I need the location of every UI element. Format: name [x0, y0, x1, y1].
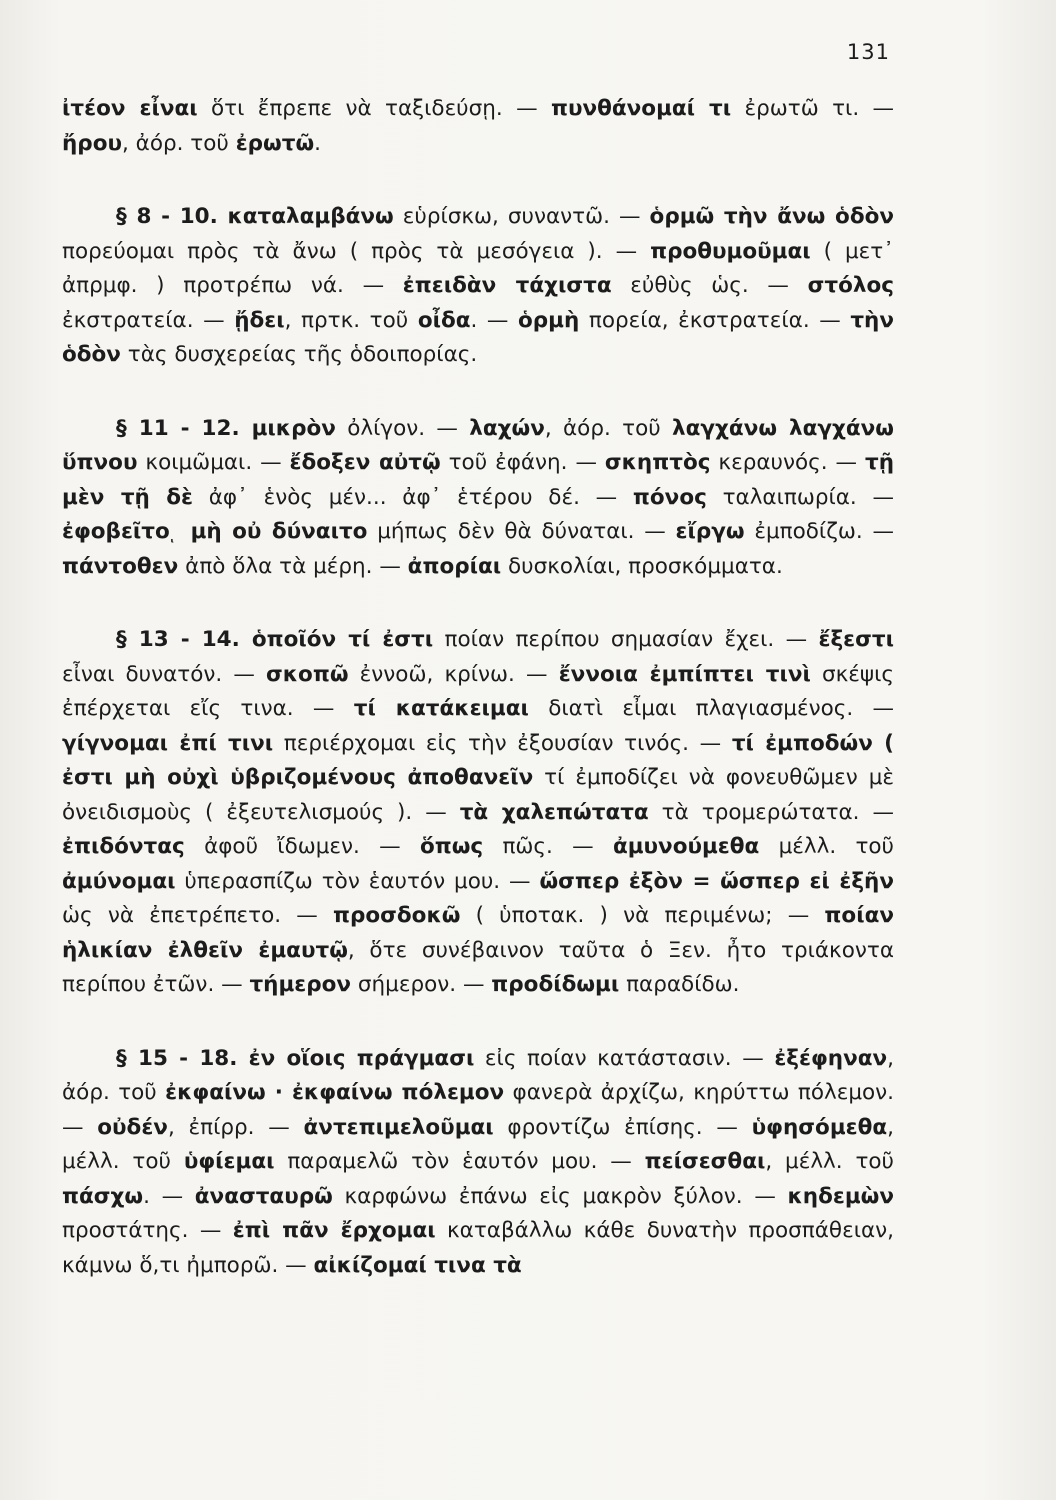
- headword: ὅπως: [419, 834, 484, 859]
- paragraph-section-11-12: [62, 412, 894, 585]
- gloss-text: , πρτκ. τοῦ: [284, 307, 418, 333]
- gloss-text: ἀφ᾿ ἑνὸς μέν... ἀφ᾿ ἑτέρου δέ. —: [192, 484, 633, 510]
- headword: στόλος: [807, 273, 894, 298]
- headword: τί ἐμποδών ( ἐστι μὴ οὐχὶ ὑβριζομένους ἀποθανεῖν: [62, 730, 894, 790]
- headword: § 15 - 18. ἐν οἵοις πράγμασι: [116, 1045, 475, 1071]
- gloss-text: ἀπὸ ὅλα τὰ μέρη. —: [178, 553, 408, 579]
- headword: οὐδέν: [97, 1114, 168, 1140]
- gloss-text: , μέλλ. τοῦ: [62, 1114, 894, 1174]
- headword: τὴν ὁδὸν: [62, 307, 894, 367]
- gloss-text: ὑπερασπίζω τὸν ἑαυτόν μου. —: [175, 868, 540, 894]
- headword: λαγχάνω λαγχάνω ὕπνου: [62, 415, 894, 475]
- headword: πάντοθεν: [62, 553, 179, 579]
- headword: εἴργω: [675, 519, 745, 544]
- headword: πόνος: [632, 484, 707, 510]
- gloss-text: .: [314, 130, 321, 156]
- gloss-text: σκέψις ἐπέρχεται εἴς τινα. —: [62, 661, 895, 721]
- headword: πάσχω: [62, 1183, 144, 1209]
- gloss-text: διατὶ εἶμαι πλαγιασμένος. —: [528, 696, 894, 721]
- gloss-text: καταβάλλω κάθε δυνατὴν προσπάθειαν, κάμνω ὅ,τι ἠμπορῶ. —: [62, 1218, 894, 1278]
- gloss-text: καρφώνω ἐπάνω εἰς μακρὸν ξύλον. —: [332, 1183, 788, 1209]
- gloss-text: μέλλ. τοῦ: [759, 834, 895, 859]
- headword: ἔδοξεν αὐτῷ: [289, 450, 441, 475]
- document-body: [62, 92, 894, 1283]
- gloss-text: ὡς νὰ ἐπετρέπετο. —: [62, 903, 333, 928]
- gloss-text: ὅτι ἔπρεπε νὰ ταξιδεύσῃ. —: [197, 96, 551, 121]
- headword: ἀπορίαι: [407, 553, 502, 579]
- gloss-text: δυσκολίαι, προσκόμματα.: [501, 553, 783, 579]
- headword: τήμερον: [249, 972, 352, 997]
- headword: ἀμύνομαι: [62, 868, 176, 894]
- paragraph-section-8-10: [62, 200, 894, 373]
- headword: ἐπειδὰν τάχιστα: [402, 273, 612, 298]
- headword: ἔννοια ἐμπίπτει τινὶ: [558, 661, 811, 687]
- gloss-text: . —: [470, 307, 519, 333]
- gloss-text: , ἀόρ. τοῦ: [122, 130, 236, 156]
- paragraph-continuation: [62, 92, 894, 161]
- headword: ὑφίεμαι: [183, 1149, 275, 1174]
- headword: ὥσπερ ἐξὸν = ὥσπερ εἰ ἐξῆν: [539, 868, 894, 894]
- headword: τῇ μὲν τῇ δὲ: [62, 450, 895, 510]
- page-number: 131: [846, 40, 890, 64]
- gloss-text: τὰς δυσχερείας τῆς ὁδοιπορίας.: [120, 342, 478, 367]
- headword: ἐξέφηναν: [774, 1045, 888, 1071]
- gloss-text: προστάτης. —: [62, 1218, 233, 1243]
- gloss-text: ἐννοῶ, κρίνω. —: [348, 661, 559, 687]
- gloss-text: ἀφοῦ ἴδωμεν. —: [184, 834, 420, 859]
- gloss-text: ἐκστρατεία. —: [62, 307, 235, 333]
- paragraph-gap: [62, 1003, 894, 1042]
- headword: προθυμοῦμαι: [650, 238, 811, 264]
- gloss-text: πορεία, ἐκστρατεία. —: [579, 307, 851, 333]
- headword: κηδεμὼν: [787, 1183, 894, 1209]
- gloss-text: εἶναι δυνατόν. —: [62, 661, 267, 687]
- headword: τί κατάκειμαι: [353, 696, 529, 721]
- gloss-text: , ὅτε συνέβαινον ταῦτα ὁ Ξεν. ἦτο τριάκοντα περίπου ἐτῶν. —: [62, 937, 894, 997]
- headword: ἐφοβεῖτο ͅ μὴ οὐ δύναιτο: [62, 519, 368, 544]
- gloss-text: σήμερον. —: [351, 972, 492, 997]
- paragraph-section-15-18: [62, 1042, 894, 1284]
- gloss-text: ὀλίγον. —: [335, 415, 470, 441]
- headword: σκηπτὸς: [604, 450, 711, 475]
- gloss-text: κεραυνός. —: [710, 450, 865, 475]
- headword: λαχών: [469, 415, 545, 441]
- headword: πυνθάνομαί τι: [550, 96, 732, 121]
- gloss-text: πῶς. —: [483, 834, 613, 859]
- headword: § 8 - 10. καταλαμβάνω: [116, 204, 394, 229]
- gloss-text: . —: [143, 1183, 195, 1209]
- gloss-text: τοῦ ἐφάνη. —: [440, 450, 605, 475]
- gloss-text: τί ἐμποδίζει νὰ φονευθῶμεν μὲ ὀνειδισμοὺς ( ἐξευτελισμούς ). —: [62, 765, 894, 825]
- gloss-text: τὰ τρομερώτατα. —: [648, 799, 894, 825]
- headword: ὑφησόμεθα: [751, 1114, 888, 1140]
- headword: ἐκφαίνω · ἐκφαίνω πόλεμον: [165, 1080, 505, 1105]
- headword: αἰκίζομαί τινα τὰ: [313, 1252, 522, 1278]
- headword: ἐπιδόντας: [62, 834, 185, 859]
- gloss-text: , μέλλ. τοῦ: [765, 1149, 894, 1174]
- gloss-text: φροντίζω ἐπίσης. —: [493, 1114, 752, 1140]
- gloss-text: , ἀόρ. τοῦ: [544, 415, 673, 441]
- headword: ἤρου: [62, 130, 122, 156]
- gloss-text: , ἀόρ. τοῦ: [62, 1045, 894, 1105]
- gloss-text: φανερὰ ἀρχίζω, κηρύττω πόλεμον. —: [62, 1080, 895, 1140]
- paragraph-gap: [62, 161, 894, 200]
- headword: ὁρμῶ τὴν ἄνω ὁδὸν: [649, 204, 895, 229]
- headword: ᾔδει: [234, 307, 285, 333]
- headword: οἶδα: [417, 307, 471, 333]
- paragraph-gap: [62, 373, 894, 412]
- headword: τὰ χαλεπώτατα: [459, 799, 649, 825]
- paragraph-section-13-14: [62, 623, 894, 1003]
- headword: ἐρωτῶ: [235, 130, 315, 156]
- gloss-text: ποίαν περίπου σημασίαν ἔχει. —: [433, 627, 819, 652]
- headword: ἰτέον εἶναι: [62, 96, 198, 121]
- gloss-text: ( μετ᾿ ἀπρμφ. ) προτρέπω νά. —: [62, 238, 894, 298]
- gloss-text: εὑρίσκω, συναντῶ. —: [393, 204, 650, 229]
- headword: ἀντεπιμελοῦμαι: [303, 1114, 494, 1140]
- gloss-text: κοιμῶμαι. —: [137, 450, 290, 475]
- gloss-text: εἰς ποίαν κατάστασιν. —: [474, 1045, 775, 1071]
- headword: ὁρμὴ: [518, 307, 580, 333]
- gloss-text: εὐθὺς ὡς. —: [611, 273, 808, 298]
- headword: ἀνασταυρῶ: [194, 1183, 333, 1209]
- gloss-text: πορεύομαι πρὸς τὰ ἄνω ( πρὸς τὰ μεσόγεια ). —: [62, 238, 651, 264]
- headword: γίγνομαι ἐπί τινι: [62, 730, 274, 756]
- gloss-text: περιέρχομαι εἰς τὴν ἐξουσίαν τινός. —: [273, 730, 732, 756]
- headword: § 11 - 12. μικρὸν: [116, 415, 336, 441]
- headword: § 13 - 14. ὁποῖόν τί ἐστι: [116, 627, 434, 652]
- gloss-text: μήπως δὲν θὰ δύναται. —: [367, 519, 676, 544]
- gloss-text: ταλαιπωρία. —: [706, 484, 894, 510]
- paragraph-gap: [62, 584, 894, 623]
- gloss-text: ἐμποδίζω. —: [744, 519, 895, 544]
- gloss-text: , ἐπίρρ. —: [167, 1114, 304, 1140]
- headword: πείσεσθαι: [644, 1149, 766, 1174]
- headword: ἐπὶ πᾶν ἔρχομαι: [232, 1218, 436, 1243]
- headword: σκοπῶ: [266, 661, 349, 687]
- headword: ποίαν ἡλικίαν ἐλθεῖν ἐμαυτῷ: [62, 903, 894, 963]
- headword: ἔξεστι: [818, 627, 894, 652]
- headword: ἀμυνούμεθα: [612, 834, 760, 859]
- headword: προσδοκῶ: [332, 903, 461, 928]
- headword: προδίδωμι: [491, 972, 620, 997]
- gloss-text: παραμελῶ τὸν ἑαυτόν μου. —: [274, 1149, 645, 1174]
- gloss-text: παραδίδω.: [619, 972, 740, 997]
- gloss-text: ἐρωτῶ τι. —: [731, 96, 895, 121]
- gloss-text: ( ὑποτακ. ) νὰ περιμένω; —: [460, 903, 825, 928]
